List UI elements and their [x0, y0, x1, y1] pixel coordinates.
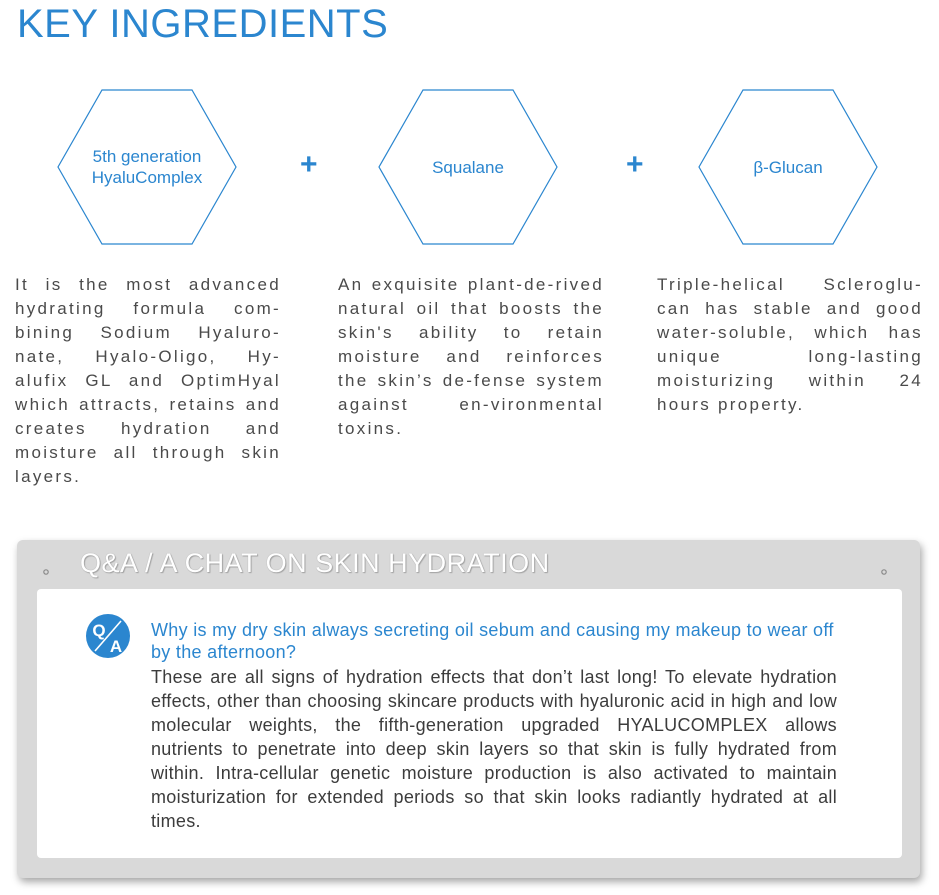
plus-sign: +	[300, 148, 318, 181]
ingredient-hexagon-glucan	[698, 89, 878, 245]
qa-question: Why is my dry skin always secreting oil sebum and causing my makeup to wear off by the afternoon?	[151, 620, 834, 662]
ingredient-description-squalane: An exquisite plant-de-rived natural oil that boosts the skin's ability to retain moisture and reinforces the skin’s de-fense system against en-vironmental toxins.	[338, 275, 604, 438]
qa-heading: Q&A / A CHAT ON SKIN HYDRATION	[80, 548, 550, 578]
ingredient-name: Squalane	[432, 157, 504, 177]
plus-sign: +	[626, 148, 644, 181]
svg-text:Q: Q	[92, 621, 106, 640]
qa-badge-icon	[85, 613, 131, 659]
ingredient-name: β-Glucan	[753, 157, 823, 177]
ingredient-description-hyalucomplex: It is the most advanced hydrating formula com-bining Sodium Hyaluro-nate, Hyalo-Oligo, Hy-alufix GL and OptimHyal which attracts, retains and creates hydration and moisture all through skin layers.	[15, 275, 281, 486]
ingredient-hexagon-hyalucomplex	[57, 89, 237, 245]
ingredient-hexagon-squalane	[378, 89, 558, 245]
page-title: KEY INGREDIENTS	[17, 2, 389, 46]
ingredient-description-glucan: Triple-helical Scleroglu-can has stable and good water-soluble, which has unique long-lasting moisturizing within 24 hours property.	[657, 275, 923, 414]
svg-text:A: A	[109, 637, 123, 656]
qa-answer: These are all signs of hydration effects that don’t last long! To elevate hydration effects, other than choosing skincare products with hyaluronic acid in high and low molecular weights, the fifth-generation upgraded HYALUCOMPLEX allows nutrients to penetrate into deep skin layers so that skin is fully hydrated from within. Intra-cellular genetic moisture production is also activated to maintain moisturization for extended periods so that skin looks radiantly hydrated at all times.	[151, 667, 837, 831]
ingredient-name: 5th generation HyaluComplex	[91, 147, 203, 187]
